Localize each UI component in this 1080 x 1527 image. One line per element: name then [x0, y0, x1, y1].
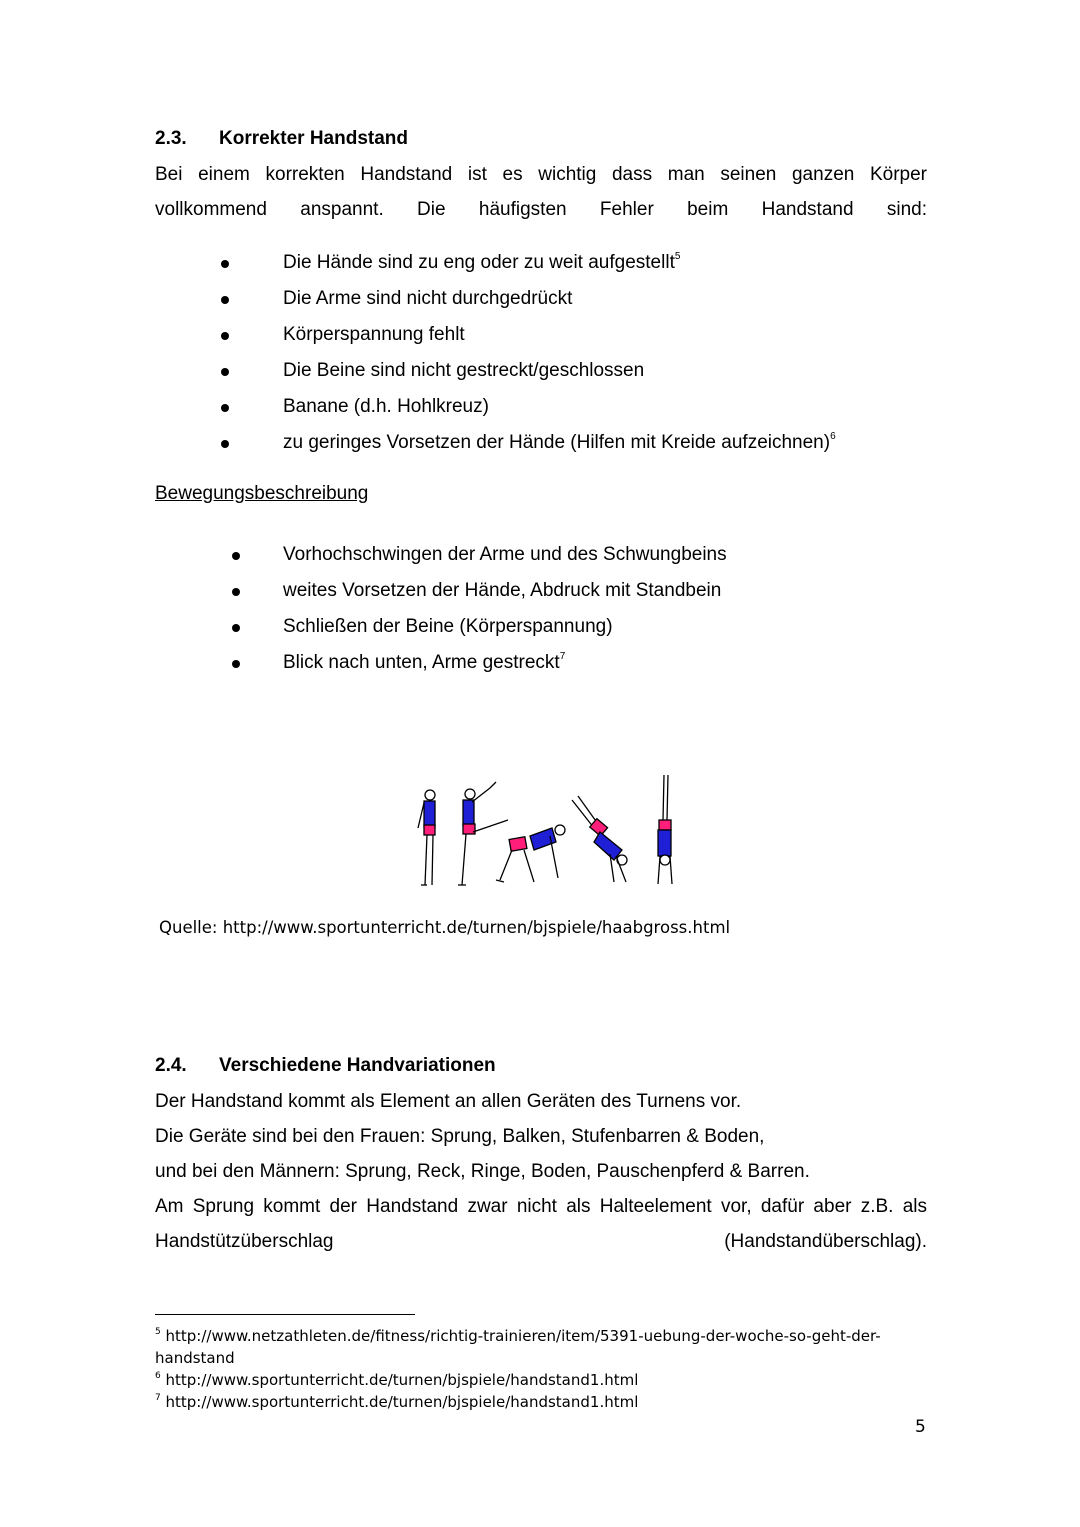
body-line: und bei den Männern: Sprung, Reck, Ringe, Boden, Pauschenpferd & Barren. [155, 1161, 810, 1182]
list-item: zu geringes Vorsetzen der Hände (Hilfen mit Kreide aufzeichnen)$^6$ [0, 425, 1080, 461]
bullet-icon [221, 332, 229, 340]
list-item: Vorhochschwingen der Arme und des Schwungbeins [0, 537, 1080, 573]
body-paragraph: Am Sprung kommt der Handstand zwar nicht als Halteelement vor, dafür aber z.B. als Handstützüberschlag (Handstandüberschlag). [155, 1196, 927, 1252]
gymnast-figure-3 [496, 825, 565, 882]
bullet-icon [221, 368, 229, 376]
bullet-icon [221, 296, 229, 304]
footnote: $^5$ http://www.netzathleten.de/fitness/richtig-trainieren/item/5391-uebung-der-woche-so-geht-der-handstand [155, 1327, 881, 1367]
errors-list [0, 245, 1080, 461]
gymnast-figure-4 [572, 796, 627, 882]
footnote-link[interactable]: http://www.sportunterricht.de/turnen/bjspiele/handstand1.html [165, 1393, 639, 1411]
list-item: Die Beine sind nicht gestreckt/geschlossen [0, 353, 1080, 389]
bullet-icon [221, 440, 229, 448]
gymnast-figure-1 [418, 790, 435, 885]
list-item: weites Vorsetzen der Hände, Abdruck mit Standbein [0, 573, 1080, 609]
footnote-ref: 6 [830, 431, 836, 442]
body-line: Der Handstand kommt als Element an allen Geräten des Turnens vor. [155, 1091, 742, 1112]
list-item: Blick nach unten, Arme gestreckt$^7$ [0, 645, 1080, 681]
list-item: Körperspannung fehlt [0, 317, 1080, 353]
bullet-icon [232, 624, 240, 632]
footnote-ref: 5 [674, 251, 681, 262]
footnote-separator [155, 1314, 415, 1315]
gymnast-figure-5 [658, 775, 672, 884]
footnote: $^6$ http://www.sportunterricht.de/turnen/bjspiele/handstand1.html [155, 1371, 639, 1389]
footnotes [155, 1325, 927, 1413]
section-2-4-body [155, 1084, 927, 1259]
figure-source-caption: Quelle: http://www.sportunterricht.de/turnen/bjspiele/haabgross.html [159, 918, 731, 937]
section-heading-2-4 [155, 1055, 496, 1077]
movement-list [0, 537, 1080, 681]
bullet-icon [232, 660, 240, 668]
bullet-icon [232, 588, 240, 596]
gymnast-figure-2 [458, 782, 508, 885]
footnote-link[interactable]: http://www.netzathleten.de/fitness/richtig-trainieren/item/5391-uebung-der-woche-so-geht-der-handstand [155, 1327, 881, 1367]
intro-paragraph: Bei einem korrekten Handstand ist es wichtig dass man seinen ganzen Körper vollkommend anspannt. Die häufigsten Fehler beim Handstand sind: [155, 164, 927, 220]
body-line: Die Geräte sind bei den Frauen: Sprung, Balken, Stufenbarren & Boden, [155, 1126, 765, 1147]
movement-heading: Bewegungsbeschreibung [155, 483, 369, 504]
section-number: 2.4. [155, 1055, 187, 1076]
footnote: $^7$ http://www.sportunterricht.de/turnen/bjspiele/handstand1.html [155, 1393, 639, 1411]
list-item: Schließen der Beine (Körperspannung) [0, 609, 1080, 645]
bullet-icon [221, 260, 229, 268]
section-title: Verschiedene Handvariationen [219, 1055, 496, 1076]
footnote-ref: 7 [559, 651, 566, 662]
list-item: Die Hände sind zu eng oder zu weit aufgestellt$^5$ [0, 245, 1080, 281]
footnote-link[interactable]: http://www.sportunterricht.de/turnen/bjspiele/handstand1.html [165, 1371, 639, 1389]
page-number: 5 [915, 1417, 926, 1437]
section-heading-2-3 [155, 128, 408, 150]
list-item: Die Arme sind nicht durchgedrückt [0, 281, 1080, 317]
section-title: Korrekter Handstand [219, 128, 408, 149]
section-number: 2.3. [155, 128, 187, 149]
list-item: Banane (d.h. Hohlkreuz) [0, 389, 1080, 425]
bullet-icon [232, 552, 240, 560]
handstand-sequence-figure [400, 770, 690, 890]
bullet-icon [221, 404, 229, 412]
